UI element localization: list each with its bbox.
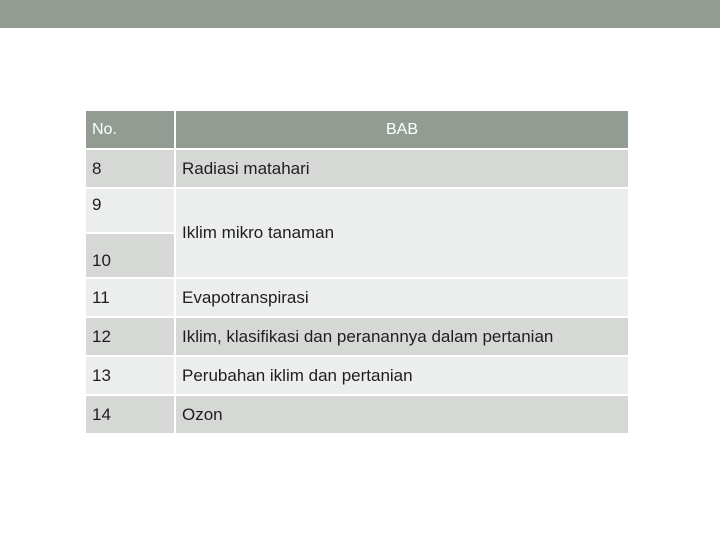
row-no: 9: [85, 188, 175, 233]
chapter-table-container: [84, 109, 630, 435]
row-bab: Radiasi matahari: [175, 149, 629, 188]
row-bab: Perubahan iklim dan pertanian: [175, 356, 629, 395]
table-header-row: [85, 110, 629, 149]
chapter-table: [84, 109, 630, 435]
slide-top-bar: [0, 0, 720, 28]
table-row: [85, 149, 629, 188]
header-no: No.: [85, 110, 175, 149]
row-bab: Iklim, klasifikasi dan peranannya dalam pertanian: [175, 317, 629, 356]
row-no: 14: [85, 395, 175, 434]
row-no: 13: [85, 356, 175, 395]
row-bab: Ozon: [175, 395, 629, 434]
row-no: 12: [85, 317, 175, 356]
row-bab: Iklim mikro tanaman: [175, 188, 629, 278]
table-row: [85, 278, 629, 317]
row-bab: Evapotranspirasi: [175, 278, 629, 317]
row-no: 11: [85, 278, 175, 317]
row-no: 10: [85, 233, 175, 278]
header-bab: BAB: [175, 110, 629, 149]
row-no: 8: [85, 149, 175, 188]
table-row: [85, 317, 629, 356]
table-row: [85, 395, 629, 434]
table-row: [85, 356, 629, 395]
table-row: [85, 188, 629, 233]
